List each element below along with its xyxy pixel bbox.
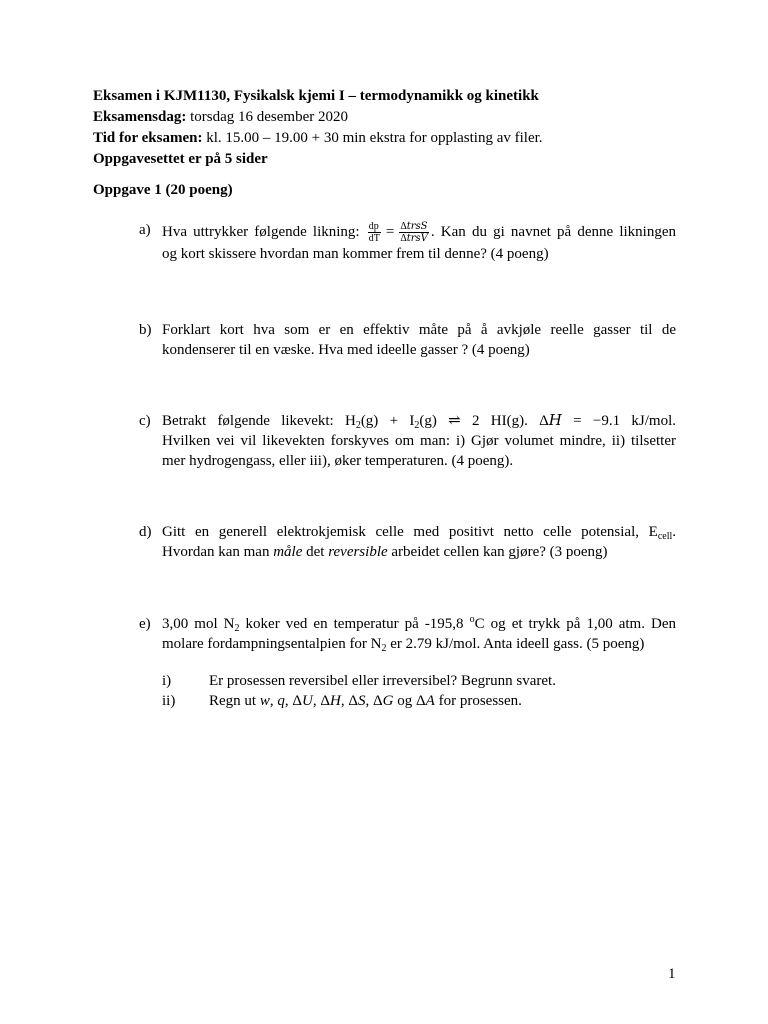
frac-delta-v: Δ𝑡𝑟𝑠𝑉: [400, 233, 428, 245]
question-e-sub2: 2: [381, 643, 387, 654]
frac-dp: dp: [368, 221, 381, 233]
frac-delta-s: Δ𝑡𝑟𝑠𝑆: [400, 221, 428, 233]
question-c-t2: (g) + I: [360, 413, 415, 429]
question-e-degree: o: [469, 614, 475, 625]
question-c-t4: kJ/mol.: [620, 413, 676, 429]
exam-date: [93, 107, 693, 128]
question-a-line2: og kort skissere hvordan man kommer frem til denne? (4 poeng): [162, 246, 549, 262]
equation-frac-dp-dt: [368, 221, 381, 244]
question-a-text2: . Kan du gi navnet på denne likningen: [430, 224, 676, 240]
question-b-line2: kondenserer til en væske. Hva med ideelle gasser ? (4 poeng): [162, 342, 530, 358]
question-a-text1: Hva uttrykker følgende likning:: [162, 224, 366, 240]
question-b: [139, 320, 676, 360]
question-e-line1: [162, 614, 676, 634]
sub-ii-c1: ,: [269, 693, 278, 709]
question-d-t3: det: [302, 544, 329, 560]
question-d-italic-reversible: reversible: [328, 544, 388, 560]
section-title: Oppgave 1 (20 poeng): [93, 182, 233, 198]
question-c-line2: Hvilken vei vil likevekten forskyves om man: i) Gjør volumet mindre, ii) tilsetter: [162, 433, 676, 449]
subquestion-ii: [162, 691, 662, 711]
subquestion-ii-marker: ii): [162, 693, 176, 709]
exam-date-label: Eksamensdag:: [93, 109, 187, 125]
exam-title: Eksamen i KJM1130, Fysikalsk kjemi I – termodynamikk og kinetikk: [93, 88, 539, 104]
subquestion-i: [162, 671, 662, 691]
question-c-marker: c): [139, 413, 151, 429]
question-b-marker: b): [139, 322, 152, 338]
question-d-t2: Hvordan kan man: [162, 544, 274, 560]
subquestion-ii-text: [209, 691, 522, 711]
sub-ii-h: H: [330, 693, 341, 709]
question-d: [139, 522, 676, 562]
question-d-italic-measure: måle: [273, 544, 303, 560]
question-e-t1: 3,00 mol N: [162, 616, 235, 632]
sub-ii-t2: for prosessen.: [434, 693, 522, 709]
equation-frac-s-v: [399, 221, 429, 244]
sub-ii-c2: , Δ: [284, 693, 303, 709]
question-d-t1b: .: [672, 524, 676, 540]
question-d-t1: Gitt en generell elektrokjemisk celle med positivt netto celle potensial, E: [162, 524, 658, 540]
question-c: [139, 411, 676, 471]
question-e: [139, 614, 676, 654]
sub-ii-u: U: [302, 693, 313, 709]
sub-ii-q: q: [277, 693, 285, 709]
subquestion-i-marker: i): [162, 673, 172, 689]
question-c-line1: [162, 411, 676, 431]
exam-date-value: torsdag 16 desember 2020: [186, 109, 348, 125]
question-b-line1: Forklart kort hva som er en effektiv måte på å avkjøle reelle gasser til de: [162, 322, 676, 338]
question-d-t4: arbeidet cellen kan gjøre? (3 poeng): [387, 544, 608, 560]
sub-ii-s: S: [358, 693, 366, 709]
question-c-delta-h: Δ𝐻 = −9.1: [539, 413, 621, 429]
equation-equals: =: [385, 224, 395, 240]
exam-time: [93, 128, 693, 149]
question-c-t3: (g) ⇌ 2 HI(g).: [419, 413, 540, 429]
exam-header: [93, 86, 693, 170]
subquestion-i-text: Er prosessen reversibel eller irreversibel? Begrunn svaret.: [209, 673, 556, 689]
question-a: [139, 220, 676, 264]
exam-time-label: Tid for eksamen:: [93, 130, 203, 146]
frac-dt: dT: [368, 233, 380, 245]
question-c-line3: mer hydrogengass, eller iii), øker temperaturen. (4 poeng).: [162, 453, 514, 469]
question-d-line1: [162, 522, 676, 542]
question-e-marker: e): [139, 616, 151, 632]
sub-ii-c5: , Δ: [365, 693, 383, 709]
sub-ii-c4: , Δ: [340, 693, 359, 709]
question-e-t3: C og et trykk på 1,00 atm. Den: [474, 616, 677, 632]
question-e-t2: koker ved en temperatur på -195,8: [239, 616, 470, 632]
sub-ii-a: A: [425, 693, 435, 709]
question-d-line2: [162, 542, 676, 562]
question-e-t5: er 2.79 kJ/mol. Anta ideell gass. (5 poeng): [386, 636, 645, 652]
sub-ii-c6: og Δ: [393, 693, 426, 709]
question-e-line2: [162, 634, 676, 654]
page-number: 1: [668, 966, 676, 982]
question-d-marker: d): [139, 524, 152, 540]
question-e-t4: molare fordampningsentalpien for N: [162, 636, 382, 652]
question-a-line1: [162, 220, 676, 244]
question-e-subquestions: [162, 671, 662, 711]
question-d-sub-cell: cell: [657, 531, 673, 542]
question-e-sub1: 2: [234, 623, 240, 634]
question-a-marker: a): [139, 222, 151, 238]
sub-ii-g: G: [382, 693, 394, 709]
sub-ii-c3: , Δ: [312, 693, 331, 709]
sub-ii-w: w: [259, 693, 270, 709]
question-c-sub1: 2: [355, 420, 361, 431]
sub-ii-t1: Regn ut: [209, 693, 260, 709]
question-c-sub2: 2: [414, 420, 420, 431]
exam-pages-note: Oppgavesettet er på 5 sider: [93, 151, 268, 167]
exam-time-value: kl. 15.00 – 19.00 + 30 min ekstra for opplasting av filer.: [202, 130, 543, 146]
question-c-t1: Betrakt følgende likevekt: H: [162, 413, 356, 429]
